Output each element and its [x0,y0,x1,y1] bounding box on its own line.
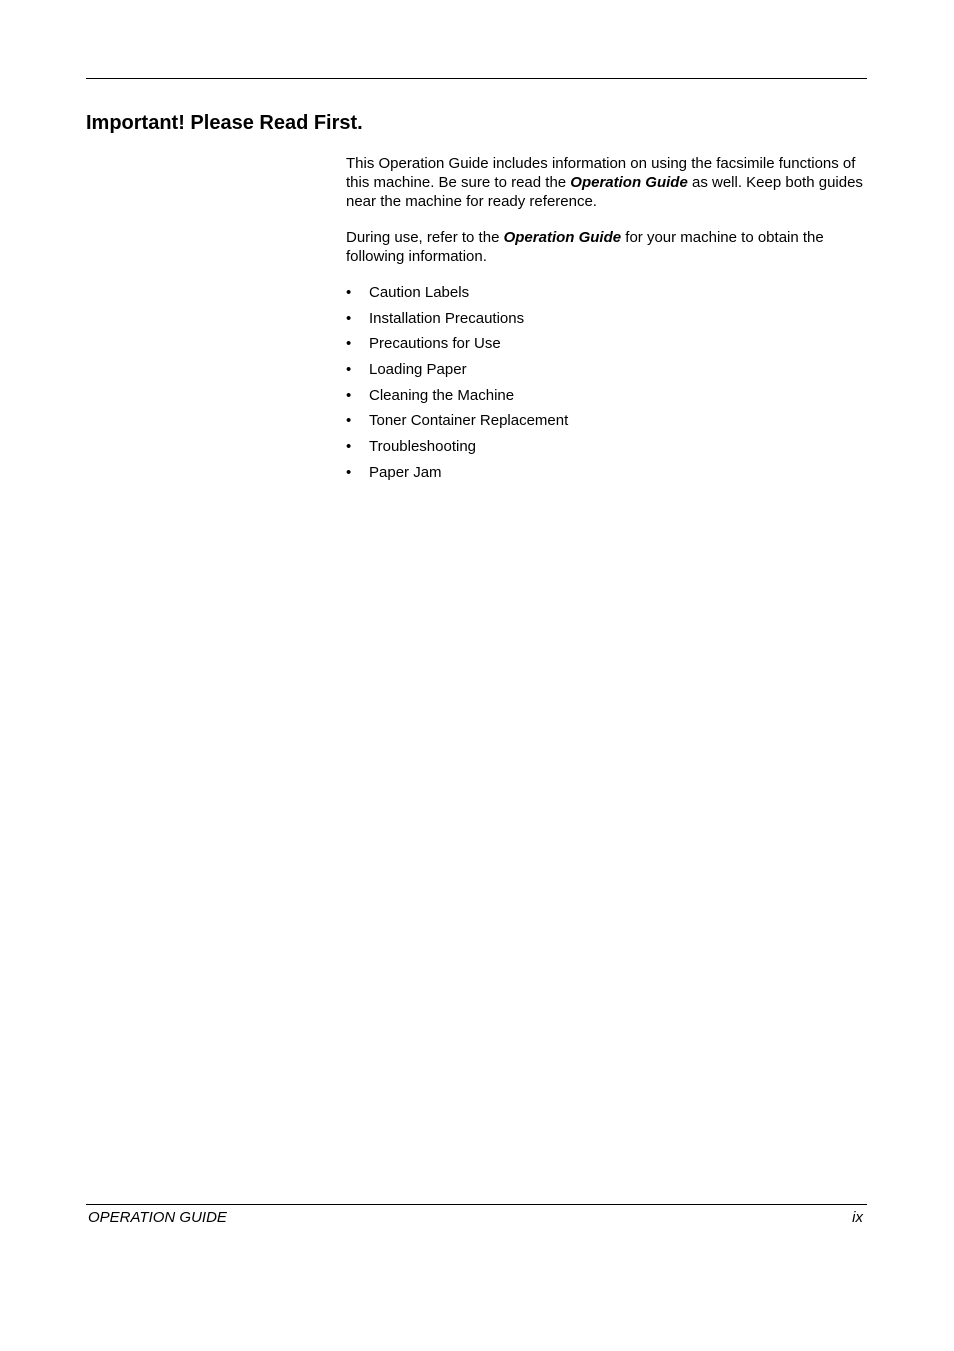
footer-title: OPERATION GUIDE [88,1209,227,1226]
page-number: ix [852,1209,863,1226]
list-item [346,309,868,335]
main-content [346,154,868,489]
bullet-icon: • [346,412,352,430]
bullet-icon: • [346,438,352,456]
list-item-label: Precautions for Use [369,335,501,353]
list-item-label: Toner Container Replacement [369,412,569,430]
reference-paragraph [346,228,868,266]
list-item-label: Caution Labels [369,284,470,301]
list-item [346,334,868,360]
footer-rule [86,1204,867,1205]
bullet-icon: • [346,335,352,353]
intro-emphasis: Operation Guide [570,174,688,191]
list-item-label: Troubleshooting [369,438,477,456]
header-rule [86,78,867,79]
bullet-icon: • [346,386,352,404]
list-item [346,360,868,386]
list-item-label: Paper Jam [369,463,442,481]
page-title: Important! Please Read First. [86,112,363,134]
reference-text-end: for your machine to obtain the following information. [346,229,824,265]
intro-text-start: This Operation Guide includes information on using the facsimile functions of this machine. Be sure to read the [346,155,856,191]
bullet-icon: • [346,361,352,379]
bullet-icon: • [346,463,352,481]
intro-text-end: as well. Keep both guides near the machine for ready reference. [346,174,863,210]
reference-text-start: During use, refer to the [346,229,504,246]
list-item [346,283,868,309]
list-item-label: Cleaning the Machine [369,386,515,404]
list-item-label: Installation Precautions [369,309,525,327]
bullet-icon: • [346,284,352,301]
list-item [346,386,868,412]
list-item [346,437,868,463]
list-item [346,463,868,489]
intro-paragraph [346,154,868,211]
information-list [346,283,868,489]
bullet-icon: • [346,309,352,327]
reference-emphasis: Operation Guide [503,229,622,246]
list-item [346,411,868,437]
list-item-label: Loading Paper [369,361,467,379]
